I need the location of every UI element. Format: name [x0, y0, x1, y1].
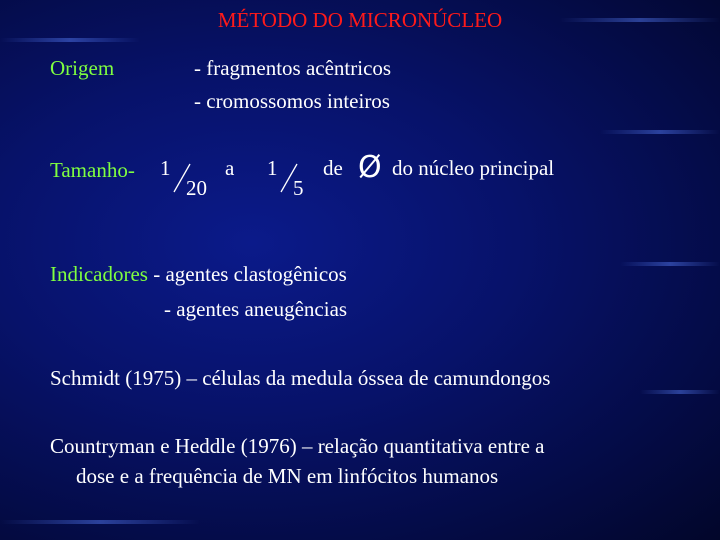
fraction-2-denominator: 5 — [293, 176, 304, 200]
tamanho-rest: do núcleo principal — [392, 156, 555, 180]
origem-item-2: - cromossomos inteiros — [194, 89, 390, 113]
diameter-icon: Ø — [358, 150, 382, 185]
indicadores-line-1: - agentes clastogênicos — [153, 262, 347, 286]
countryman-reference-line-2: dose e a frequência de MN em linfócitos humanos — [76, 464, 499, 488]
indicadores-row — [50, 262, 347, 287]
fraction-1-numerator: 1 — [160, 156, 171, 180]
background-streak — [0, 520, 200, 524]
origem-item-1: - fragmentos acêntricos — [194, 56, 392, 80]
slide-title: MÉTODO DO MICRONÚCLEO — [217, 8, 503, 32]
indicadores-line-2: - agentes aneugências — [164, 297, 348, 321]
fraction-1-denominator: 20 — [186, 176, 207, 200]
fraction-2-numerator: 1 — [267, 156, 278, 180]
background-streak — [640, 390, 720, 394]
background-streak — [600, 130, 720, 134]
indicadores-label: Indicadores — [50, 262, 148, 286]
tamanho-row — [50, 158, 135, 183]
countryman-reference-line-1: Countryman e Heddle (1976) – relação quantitativa entre a — [50, 434, 545, 458]
tamanho-de: de — [323, 156, 343, 180]
background-streak — [620, 262, 720, 266]
background-streak — [0, 38, 140, 42]
origem-label: Origem — [50, 56, 115, 80]
tamanho-a: a — [225, 156, 235, 180]
schmidt-reference: Schmidt (1975) – células da medula óssea de camundongos — [50, 366, 551, 390]
tamanho-label: Tamanho- — [50, 158, 135, 182]
